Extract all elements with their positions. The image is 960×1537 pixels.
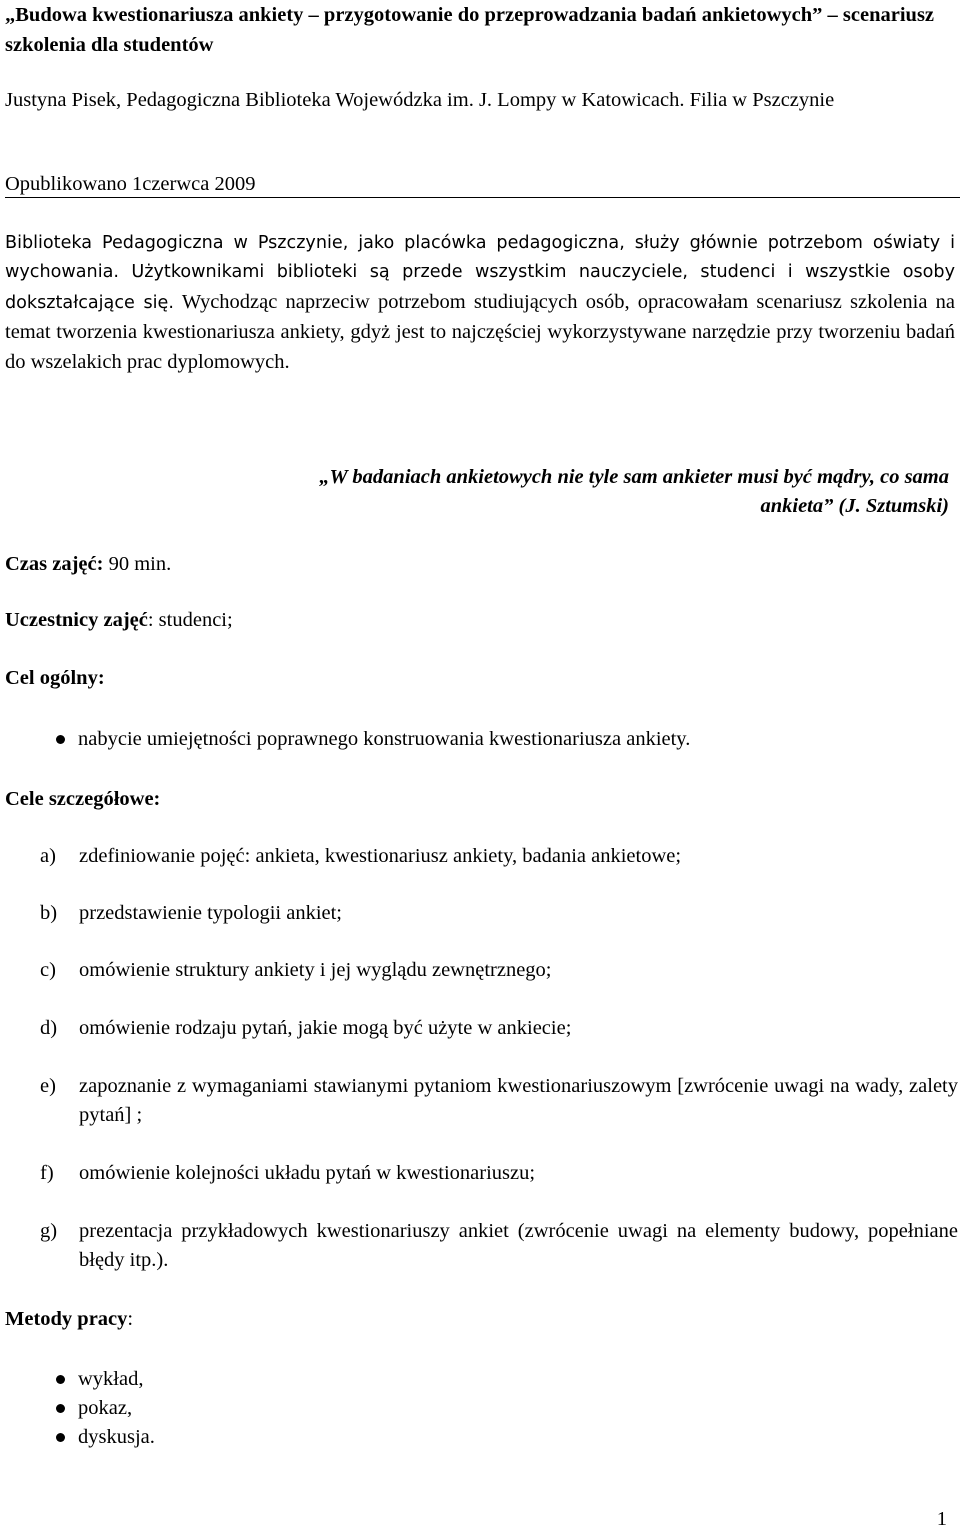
participants-value: : studenci;	[147, 609, 233, 631]
general-goal-label: Cel ogólny:	[5, 667, 105, 689]
item-text: omówienie struktury ankiety i jej wyglądu zewnętrznego;	[79, 959, 552, 981]
list-item	[40, 899, 958, 928]
item-letter: g)	[40, 1220, 58, 1242]
intro-part-1: Biblioteka Pedagogiczna w Pszczynie, jako placówka pedagogiczna, służy głównie potrzebom oświaty i wychowania. Użytkownikami biblioteki są przede wszystkim nauczyciele, studenci i wszystkie osoby dokształcające się.	[5, 233, 955, 313]
intro-part-2: Wychodząc naprzeciw potrzebom studiujących osób, opracowałam scenariusz szkolenia na temat tworzenia kwestionariusza ankiety, gdyż jest to najczęściej wykorzystywane narzędzie przy tworzeniu badań do wszelakich prac dyplomowych.	[5, 290, 955, 374]
item-text: prezentacja przykładowych kwestionariuszy ankiet (zwrócenie uwagi na elementy budowy, popełniane błędy itp.).	[79, 1220, 958, 1271]
list-item	[40, 842, 958, 871]
list-item	[40, 1014, 958, 1043]
general-goal-line	[5, 664, 105, 693]
page-number: 1	[936, 1508, 947, 1530]
participants-label: Uczestnicy zajęć	[5, 609, 148, 631]
item-text: zapoznanie z wymaganiami stawianymi pytaniom kwestionariuszowym [zwrócenie uwagi na wady, zalety pytań] ;	[79, 1075, 958, 1126]
publication-date: Opublikowano 1czerwca 2009	[5, 173, 256, 195]
participants-line	[5, 606, 233, 635]
methods-list	[56, 1365, 456, 1452]
item-letter: f)	[40, 1162, 54, 1184]
list-item: pokaz,	[56, 1394, 456, 1423]
item-letter: d)	[40, 1017, 58, 1039]
general-goals-list	[56, 725, 956, 754]
specific-goals-line	[5, 785, 160, 814]
motto-quote: „W badaniach ankietowych nie tyle sam ankieter musi być mądry, co sama ankieta” (J. Sztumski)	[319, 466, 949, 517]
item-text: omówienie rodzaju pytań, jakie mogą być użyte w ankiecie;	[79, 1017, 572, 1039]
item-text: zdefiniowanie pojęć: ankieta, kwestionariusz ankiety, badania ankietowe;	[79, 845, 682, 867]
intro-paragraph	[5, 229, 955, 378]
methods-label: Metody pracy	[5, 1308, 128, 1330]
methods-line	[5, 1305, 133, 1334]
list-item	[40, 956, 958, 985]
list-item	[40, 1072, 958, 1130]
duration-value: 90 min.	[103, 553, 172, 575]
item-letter: e)	[40, 1075, 56, 1097]
item-text: omówienie kolejności układu pytań w kwestionariuszu;	[79, 1162, 536, 1184]
document-title: „Budowa kwestionariusza ankiety – przygotowanie do przeprowadzania badań ankietowych” – scenariusz szkolenia dla studentów	[5, 4, 935, 56]
horizontal-rule	[5, 197, 960, 198]
methods-colon: :	[127, 1308, 134, 1330]
item-letter: b)	[40, 902, 58, 924]
item-text: przedstawienie typologii ankiet;	[79, 902, 343, 924]
list-item	[40, 1159, 958, 1188]
item-letter: c)	[40, 959, 56, 981]
specific-goals-label: Cele szczegółowe:	[5, 788, 161, 810]
list-item: nabycie umiejętności poprawnego konstruowania kwestionariusza ankiety.	[56, 725, 956, 754]
author-line: Justyna Pisek, Pedagogiczna Biblioteka Wojewódzka im. J. Lompy w Katowicach. Filia w Pszczynie	[5, 89, 835, 111]
list-item: dyskusja.	[56, 1423, 456, 1452]
item-letter: a)	[40, 845, 56, 867]
duration-line	[5, 550, 171, 579]
list-item	[40, 1217, 958, 1275]
duration-label: Czas zajęć:	[5, 553, 104, 575]
list-item: wykład,	[56, 1365, 456, 1394]
